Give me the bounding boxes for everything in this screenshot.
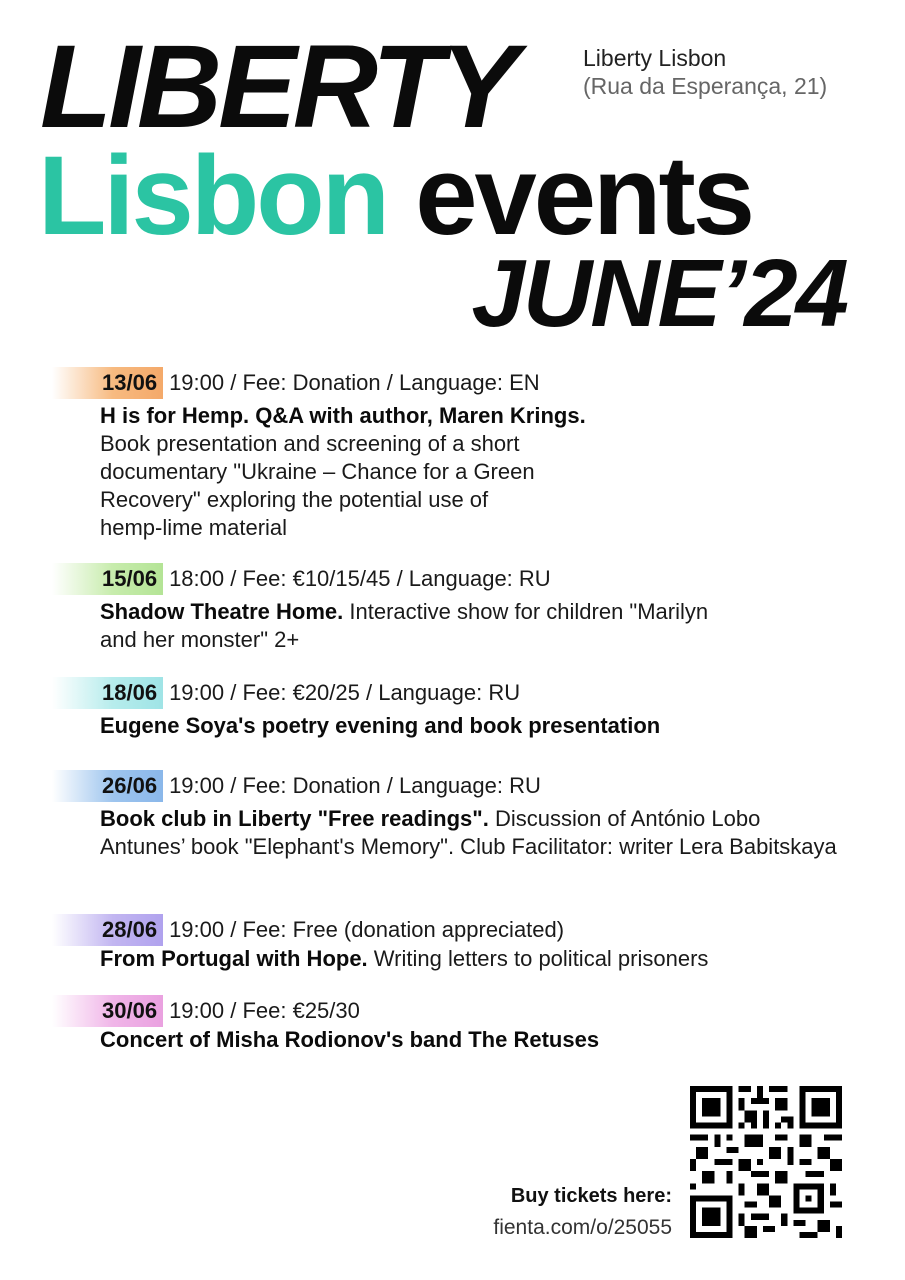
- event-item: [52, 913, 852, 973]
- event-description: Book presentation and screening of a short documentary "Ukraine – Chance for a Green Recovery" exploring the potential use of hemp-lime material: [100, 431, 535, 540]
- venue-name: Liberty Lisbon: [583, 45, 727, 71]
- event-meta: 19:00 / Fee: Donation / Language: EN: [169, 370, 540, 395]
- event-meta-line: [52, 676, 852, 710]
- event-item: [52, 366, 852, 542]
- buy-tickets-label: Buy tickets here:: [510, 1185, 672, 1207]
- event-description-block: [100, 402, 860, 542]
- event-meta: 19:00 / Fee: Free (donation appreciated): [169, 917, 565, 942]
- event-meta-line: [52, 769, 852, 803]
- event-item: [52, 994, 852, 1054]
- event-date-badge: 26/06: [52, 770, 163, 802]
- event-meta-line: [52, 913, 852, 947]
- venue-info: [583, 44, 827, 100]
- event-description-block: [100, 805, 840, 861]
- qr-code-icon[interactable]: [690, 1086, 842, 1238]
- title-row-2: [38, 133, 753, 258]
- event-title: Eugene Soya's poetry evening and book presentation: [100, 713, 661, 738]
- event-item: [52, 769, 852, 861]
- event-description: Writing letters to political prisoners: [373, 946, 709, 971]
- event-meta-line: [52, 366, 852, 400]
- tickets-link[interactable]: fienta.com/o/25055: [493, 1216, 672, 1239]
- title-month: JUNE’24: [471, 240, 847, 347]
- title-city: Lisbon: [38, 133, 388, 258]
- event-description: Interactive show for children "Marilyn and her monster" 2+: [100, 599, 709, 652]
- event-date-badge: 13/06: [52, 367, 163, 399]
- event-date-badge: 28/06: [52, 914, 163, 946]
- venue-address: (Rua da Esperança, 21): [583, 73, 828, 99]
- event-title: From Portugal with Hope.: [100, 946, 368, 971]
- event-meta-line: [52, 562, 852, 596]
- title-liberty: LIBERTY: [40, 21, 515, 153]
- event-meta: 18:00 / Fee: €10/15/45 / Language: RU: [169, 566, 551, 591]
- event-item: [52, 676, 852, 740]
- event-meta: 19:00 / Fee: €20/25 / Language: RU: [169, 680, 521, 705]
- event-date-badge: 30/06: [52, 995, 163, 1027]
- event-description-block: [100, 1026, 860, 1054]
- event-meta: 19:00 / Fee: Donation / Language: RU: [169, 773, 541, 798]
- event-title: Book club in Liberty "Free readings".: [100, 806, 489, 831]
- event-description: Discussion of António Lobo Antunes’ book "Elephant's Memory". Club Facilitator: writer Lera Babitskaya: [100, 806, 837, 859]
- event-date-badge: 18/06: [52, 677, 163, 709]
- title-events: events: [415, 133, 753, 258]
- event-description-block: [100, 598, 740, 654]
- event-meta-line: [52, 994, 852, 1028]
- event-description-block: [100, 945, 890, 973]
- event-meta: 19:00 / Fee: €25/30: [169, 998, 360, 1023]
- event-title: H is for Hemp. Q&A with author, Maren Krings.: [100, 403, 586, 428]
- event-title: Shadow Theatre Home.: [100, 599, 344, 624]
- event-item: [52, 562, 852, 654]
- event-date-badge: 15/06: [52, 563, 163, 595]
- event-description-block: [100, 712, 860, 740]
- event-title: Concert of Misha Rodionov's band The Retuses: [100, 1027, 600, 1052]
